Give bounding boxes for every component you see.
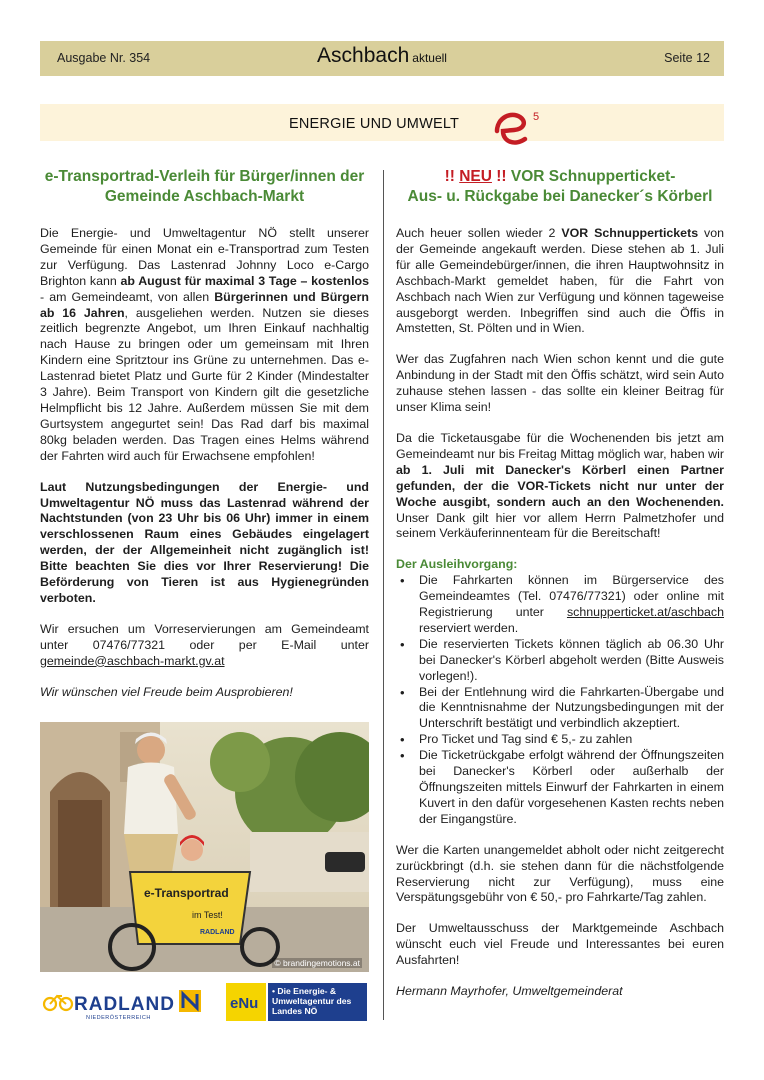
paragraph-climate: Wer das Zugfahren nach Wien schon kennt und die gute Anbindung in der Stadt mit den Öffis schätzt, wird sein Auto zuhause stehen lassen - das sollte ein kleiner Beitrag für unser Klima sein! — [396, 352, 724, 415]
article-title: !! NEU !! VOR Schnupperticket- Aus- u. Rückgabe bei Danecker´s Körberl — [407, 168, 713, 205]
photo-box-text: e-Transportrad — [144, 886, 229, 900]
e5-logo-icon — [487, 104, 547, 154]
enu-logo-letters: eNu — [230, 995, 259, 1012]
schnupperticket-link[interactable]: schnupperticket.at/aschbach — [566, 605, 724, 620]
article-title: e-Transportrad-Verleih für Bürger/innen der Gemeinde Aschbach-Markt — [44, 168, 365, 205]
issue-number: Ausgabe Nr. 354 — [57, 51, 151, 65]
newsletter-suffix: aktuell — [412, 51, 447, 65]
article-vor-schnupperticket — [396, 167, 724, 1000]
radland-logo — [40, 984, 205, 1022]
email-link[interactable]: gemeinde@aschbach-markt.gv.at — [40, 653, 225, 668]
list-item: • Die Ticketrückgabe erfolgt während der Öffnungszeiten bei Danecker's Körberl oder außerhalb der Öffnungszeiten mittels Einwurf der Fahrkarten in einem Kuvert in den dafür vorgesehenen Kasten rechts neben der Eingangstüre. — [396, 748, 724, 828]
newsletter-title — [40, 44, 724, 68]
list-item: • Die reservierten Tickets können täglich ab 06.30 Uhr bei Danecker's Körberl abgeholt werden (Bitte Ausweis vorlegen!). — [396, 637, 724, 685]
paragraph-conditions: Laut Nutzungsbedingungen der Energie- und Umweltagentur NÖ muss das Lastenrad während der Nachtstunden (von 23 Uhr bis 06 Uhr) immer in einem verschlossenen Raum eines Gebäudes eingelagert werden, der der Allgemeinheit nicht zugänglich ist! Bitte beachten Sie dies vor Ihrer Reservierung! Die Beförderung von Tieren ist aus Hygienegründen verboten. — [40, 479, 369, 605]
page-header — [40, 41, 724, 76]
newsletter-name: Aschbach — [317, 44, 410, 67]
radland-logo-text: RADLAND — [74, 994, 175, 1015]
article-e-transportrad — [40, 167, 369, 700]
radland-logo-subtext: NIEDERÖSTERREICH — [86, 1015, 151, 1021]
paragraph-late-fee: Wer die Karten unangemeldet abholt oder nicht zeitgerecht zurückbringt (d.h. sie stehen dann für die nächstfolgende Reservierung nicht zur Verfügung), muss eine Verspätungsgebühr von € 50,- pro Fahrkarte/Tag zahlen. — [396, 842, 724, 905]
procedure-list — [396, 573, 724, 828]
list-item: • Bei der Entlehnung wird die Fahrkarten-Übergabe und die Kenntnisnahme der Nutzungsbedingungen mit der Unterschrift bestätigt und verbindlich akzeptiert. — [396, 685, 724, 733]
section-title: ENERGIE UND UMWELT — [289, 116, 460, 132]
paragraph-closing: Wir wünschen viel Freude beim Ausprobieren! — [40, 684, 293, 699]
list-heading: Der Ausleihvorgang: — [396, 557, 518, 572]
cargo-bike-photo — [40, 722, 369, 972]
photo-credit: © brandingemotions.at — [274, 958, 360, 968]
photo-box-text2: im Test! — [192, 910, 223, 920]
paragraph-partner: Da die Ticketausgabe für die Wochenenden bis jetzt am Gemeindeamt nur bis Freitag Mittag möglich war, haben wir ab 1. Juli mit Danecker's Körberl einen Partner gefunden, der die VOR-Tickets nicht nur unter der Woche ausgibt, sondern auch an den Wochenenden. Unser Dank gilt hier vor allem Herrn Palmetzhofer und seinem Verkäuferinnenteam für die Bereitschaft! — [396, 430, 724, 541]
list-item: • Die Fahrkarten können im Bürgerservice des Gemeindeamtes (Tel. 07476/77321) oder online mit Registrierung unter schnupperticket.at/aschbach reserviert werden. — [396, 573, 724, 637]
e5-logo-superscript: 5 — [533, 111, 540, 123]
paragraph-intro: Die Energie- und Umweltagentur NÖ stellt unserer Gemeinde für einen Monat ein e-Transportrad zum Testen zur Verfügung. Das Lastenrad Johnny Loco e-Cargo Brighton kann ab August für maximal 3 Tage – kostenlos - am Gemeindeamt, von allen Bürgerinnen und Bürgern ab 16 Jahren, ausgeliehen werden. Nutzen sie dieses zeitlich begrenzte Angebot, um Ihren Einkauf nachhaltig nach Hause zu bringen oder um gemeinsam mit Ihren Kindern eine Spritztour ins Grüne zu unternehmen. Das e-Lastenrad bietet Platz und Gurte für 2 Kinder (Mindestalter 3 Jahre). Beim Transport von Kindern gilt die gesetzliche Helmpflicht bis 12 Jahre. Außerdem müssen Sie mit dem Gurtsystem angegurtet sein! Das Rad darf bis maximal 80kg beladen werden. Das Tragen eines Helms während der Fahrten wird auch für Erwachsene empfohlen! — [40, 226, 370, 463]
page-number: Seite 12 — [664, 51, 710, 65]
paragraph-wishes: Der Umweltausschuss der Marktgemeinde Aschbach wünscht euch viel Freude und Interessantes bei euren Ausfahrten! — [396, 921, 724, 968]
list-item: • Pro Ticket und Tag sind € 5,- zu zahlen — [396, 732, 724, 748]
photo-box-brand: RADLAND — [200, 929, 235, 936]
section-banner — [40, 104, 724, 141]
column-divider — [383, 170, 384, 1020]
paragraph-reservation: Wir ersuchen um Vorreservierungen am Gemeindeamt unter 07476/77321 oder per E-Mail unter gemeinde@aschbach-markt.gv.at — [40, 621, 369, 668]
enu-agency-label: • Die Energie- & Umweltagentur des Landes NÖ — [268, 983, 367, 1021]
enu-logo-icon — [226, 983, 266, 1021]
paragraph-intro: Auch heuer sollen wieder 2 VOR Schnuppertickets von der Gemeinde angekauft werden. Diese stehen ab 1. Juli für alle Gemeindebürger/innen, die ihren Hauptwohnsitz in Aschbach-Markt gemeldet haben, für die Fahrt von Aschbach nach Wien zur Verfügung und können tageweise ausgeborgt werden. Inbegriffen sind auch die Öffis in Amstetten, St. Pölten und in Wien. — [396, 226, 724, 336]
signature: Hermann Mayrhofer, Umweltgemeinderat — [396, 984, 623, 999]
